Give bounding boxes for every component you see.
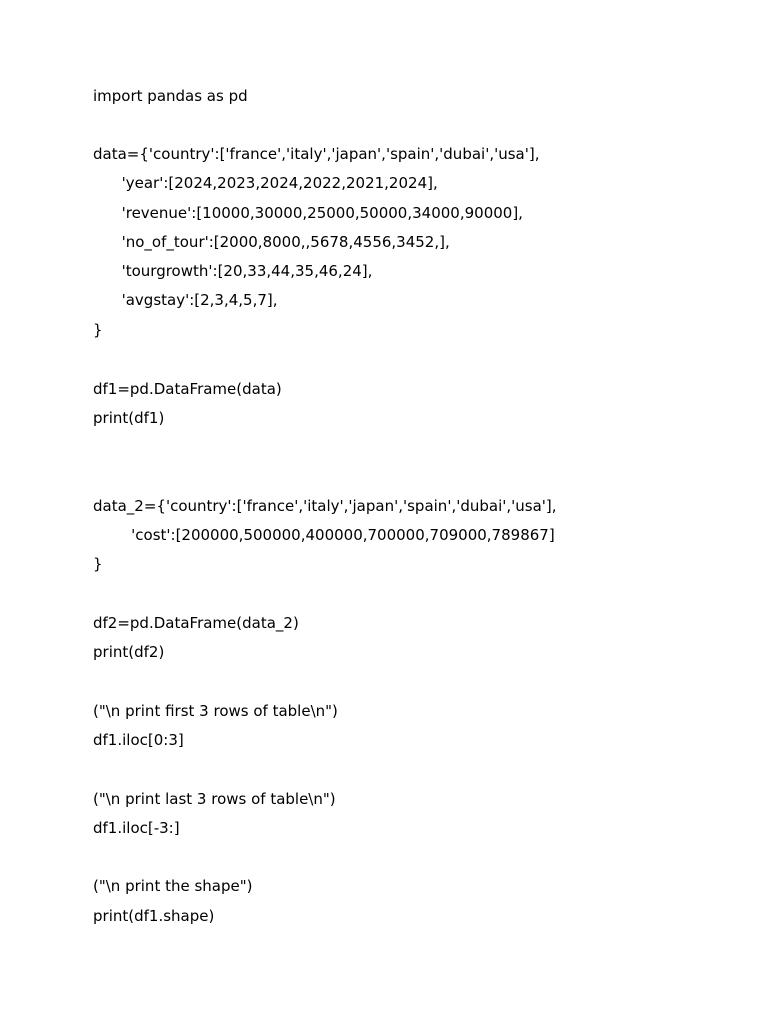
code-line-first3-comment: ("\n print first 3 rows of table\n")	[93, 702, 338, 720]
code-line-data-no-of-tour: 'no_of_tour':[2000,8000,,5678,4556,3452,],	[93, 233, 450, 251]
code-line-last3-comment: ("\n print last 3 rows of table\n")	[93, 790, 336, 808]
code-line-data-country: data={'country':['france','italy','japan','spain','dubai','usa'],	[93, 145, 540, 163]
code-line-shape-comment: ("\n print the shape")	[93, 877, 253, 895]
code-line-data2-country: data_2={'country':['france','italy','japan','spain','dubai','usa'],	[93, 497, 557, 515]
code-line-data-close: }	[93, 321, 103, 339]
code-line-df1-create: df1=pd.DataFrame(data)	[93, 380, 282, 398]
code-line-data2-cost: 'cost':[200000,500000,400000,700000,709000,789867]	[93, 526, 555, 544]
code-line-data-year: 'year':[2024,2023,2024,2022,2021,2024],	[93, 174, 438, 192]
code-line-print-shape: print(df1.shape)	[93, 907, 215, 925]
code-line-iloc-last3: df1.iloc[-3:]	[93, 819, 180, 837]
code-line-df2-create: df2=pd.DataFrame(data_2)	[93, 614, 299, 632]
code-line-data2-close: }	[93, 555, 103, 573]
code-line-print-df1: print(df1)	[93, 409, 165, 427]
code-line-print-df2: print(df2)	[93, 643, 165, 661]
code-line-import: import pandas as pd	[93, 87, 248, 105]
code-line-data-tourgrowth: 'tourgrowth':[20,33,44,35,46,24],	[93, 262, 373, 280]
code-line-data-revenue: 'revenue':[10000,30000,25000,50000,34000,90000],	[93, 204, 523, 222]
code-line-data-avgstay: 'avgstay':[2,3,4,5,7],	[93, 291, 278, 309]
code-line-iloc-first3: df1.iloc[0:3]	[93, 731, 184, 749]
